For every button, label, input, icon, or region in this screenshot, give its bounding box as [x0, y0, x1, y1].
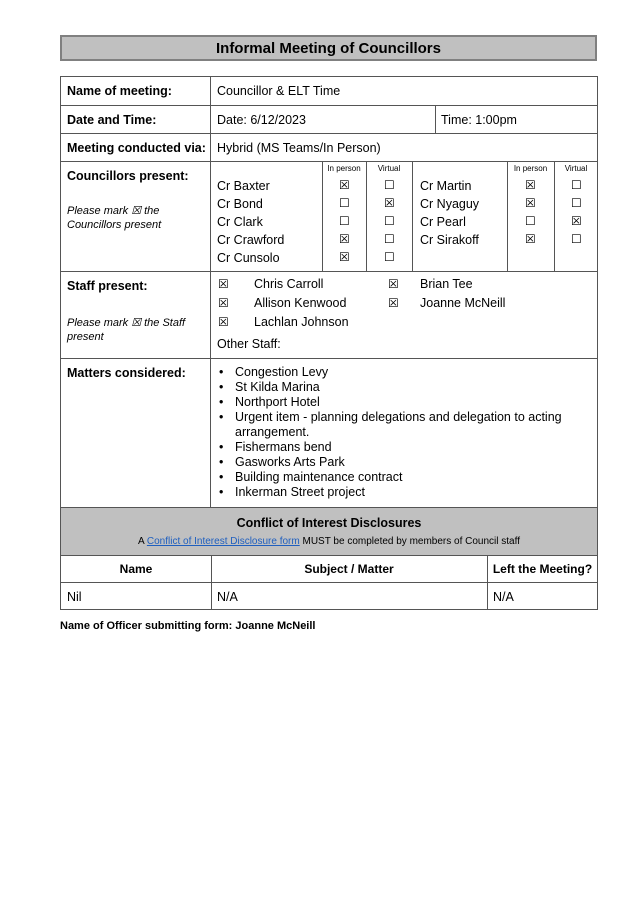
- councillor-name: Cr Clark: [217, 215, 263, 229]
- meeting-name-value: Councillor & ELT Time: [217, 84, 341, 98]
- coi-note: A Conflict of Interest Disclosure form MUST be completed by members of Council staff: [137, 536, 520, 547]
- councillor-virtual-checkbox[interactable]: ☐: [384, 232, 395, 246]
- coi-left-cell: N/A: [493, 590, 514, 604]
- list-item: • Northport Hotel: [219, 395, 320, 409]
- councillor-name: Cr Martin: [420, 179, 472, 193]
- other-staff-label: Other Staff:: [217, 337, 281, 351]
- councillor-name: Cr Pearl: [420, 215, 466, 229]
- coi-col-subject: Subject / Matter: [304, 562, 394, 576]
- councillor-virtual-checkbox[interactable]: ☐: [384, 250, 395, 264]
- time-value: Time: 1:00pm: [441, 113, 517, 127]
- matters-list: [217, 365, 587, 500]
- list-item: • Urgent item - planning delegations and delegation to acting arrangement.: [219, 410, 562, 439]
- councillor-in-person-checkbox[interactable]: ☒: [339, 178, 350, 192]
- councillor-virtual-checkbox[interactable]: ☐: [384, 214, 395, 228]
- staff-checkbox[interactable]: ☒: [388, 277, 399, 291]
- councillor-virtual-checkbox[interactable]: ☐: [571, 196, 582, 210]
- coi-header: [61, 507, 597, 555]
- date-time-row: [61, 105, 597, 133]
- councillors-row: [61, 161, 597, 271]
- form-title: Informal Meeting of Councillors: [60, 35, 597, 61]
- list-item: • Fishermans bend: [219, 440, 332, 454]
- staff-name: Chris Carroll: [254, 277, 324, 291]
- councillor-name: Cr Sirakoff: [420, 233, 479, 247]
- staff-name: Lachlan Johnson: [254, 315, 349, 329]
- coi-name-cell: Nil: [67, 590, 82, 604]
- meeting-name-label: Name of meeting:: [67, 84, 172, 98]
- list-item: • Congestion Levy: [219, 365, 329, 379]
- councillor-in-person-checkbox[interactable]: ☐: [339, 196, 350, 210]
- list-item: • St Kilda Marina: [219, 380, 320, 394]
- meeting-name-row: [61, 77, 597, 105]
- matters-row: [61, 358, 597, 507]
- councillor-virtual-checkbox[interactable]: ☐: [384, 178, 395, 192]
- councillor-in-person-checkbox[interactable]: ☐: [525, 214, 536, 228]
- councillor-name: Cr Nyaguy: [420, 197, 480, 211]
- meeting-table: [60, 76, 598, 610]
- submitting-officer: Name of Officer submitting form: Joanne McNeill: [60, 620, 316, 632]
- coi-col-name: Name: [119, 562, 153, 576]
- date-time-label: Date and Time:: [67, 113, 157, 127]
- staff-checkbox[interactable]: ☒: [388, 296, 399, 310]
- coi-form-link[interactable]: Conflict of Interest Disclosure form: [146, 536, 300, 547]
- date-value: Date: 6/12/2023: [217, 113, 306, 127]
- coi-col-left: Left the Meeting?: [492, 562, 593, 576]
- staff-checkbox[interactable]: ☒: [218, 315, 229, 329]
- coi-title: Conflict of Interest Disclosures: [236, 516, 422, 530]
- councillor-virtual-checkbox[interactable]: ☒: [571, 214, 582, 228]
- table-row: [61, 582, 597, 609]
- councillor-in-person-checkbox[interactable]: ☒: [525, 232, 536, 246]
- councillor-name: Cr Crawford: [217, 233, 285, 247]
- conducted-via-value: Hybrid (MS Teams/In Person): [217, 141, 381, 155]
- councillors-note: Please mark ☒ the Councillors present: [67, 205, 162, 231]
- staff-checkbox[interactable]: ☒: [218, 277, 229, 291]
- councillor-name: Cr Baxter: [217, 179, 270, 193]
- councillor-virtual-checkbox[interactable]: ☐: [571, 232, 582, 246]
- conducted-via-label: Meeting conducted via:: [67, 141, 206, 155]
- col-in-person-right: In person: [513, 164, 548, 173]
- list-item: • Inkerman Street project: [219, 485, 365, 499]
- councillor-name: Cr Cunsolo: [217, 251, 280, 265]
- staff-note: Please mark ☒ the Staff present: [67, 317, 186, 343]
- councillor-in-person-checkbox[interactable]: ☒: [339, 232, 350, 246]
- col-virtual-right: Virtual: [564, 164, 588, 173]
- staff-name: Joanne McNeill: [420, 296, 506, 310]
- conducted-via-row: [61, 133, 597, 161]
- col-virtual-left: Virtual: [377, 164, 401, 173]
- councillor-virtual-checkbox[interactable]: ☒: [384, 196, 395, 210]
- list-item: • Gasworks Arts Park: [219, 455, 345, 469]
- councillor-in-person-checkbox[interactable]: ☒: [339, 250, 350, 264]
- date-time-divider: [435, 106, 436, 133]
- staff-name: Allison Kenwood: [254, 296, 347, 310]
- matters-label: Matters considered:: [67, 366, 186, 380]
- coi-subject-cell: N/A: [217, 590, 238, 604]
- councillor-in-person-checkbox[interactable]: ☒: [525, 178, 536, 192]
- list-item: • Building maintenance contract: [219, 470, 403, 484]
- staff-checkbox[interactable]: ☒: [218, 296, 229, 310]
- councillor-virtual-checkbox[interactable]: ☐: [571, 178, 582, 192]
- staff-row: [61, 271, 597, 358]
- col-in-person-left: In person: [327, 164, 361, 173]
- councillor-in-person-checkbox[interactable]: ☒: [525, 196, 536, 210]
- councillors-label: Councillors present:: [67, 169, 189, 183]
- councillor-in-person-checkbox[interactable]: ☐: [339, 214, 350, 228]
- staff-name: Brian Tee: [420, 277, 473, 291]
- coi-column-header-row: [61, 555, 597, 582]
- staff-label: Staff present:: [67, 279, 148, 293]
- councillor-name: Cr Bond: [217, 197, 263, 211]
